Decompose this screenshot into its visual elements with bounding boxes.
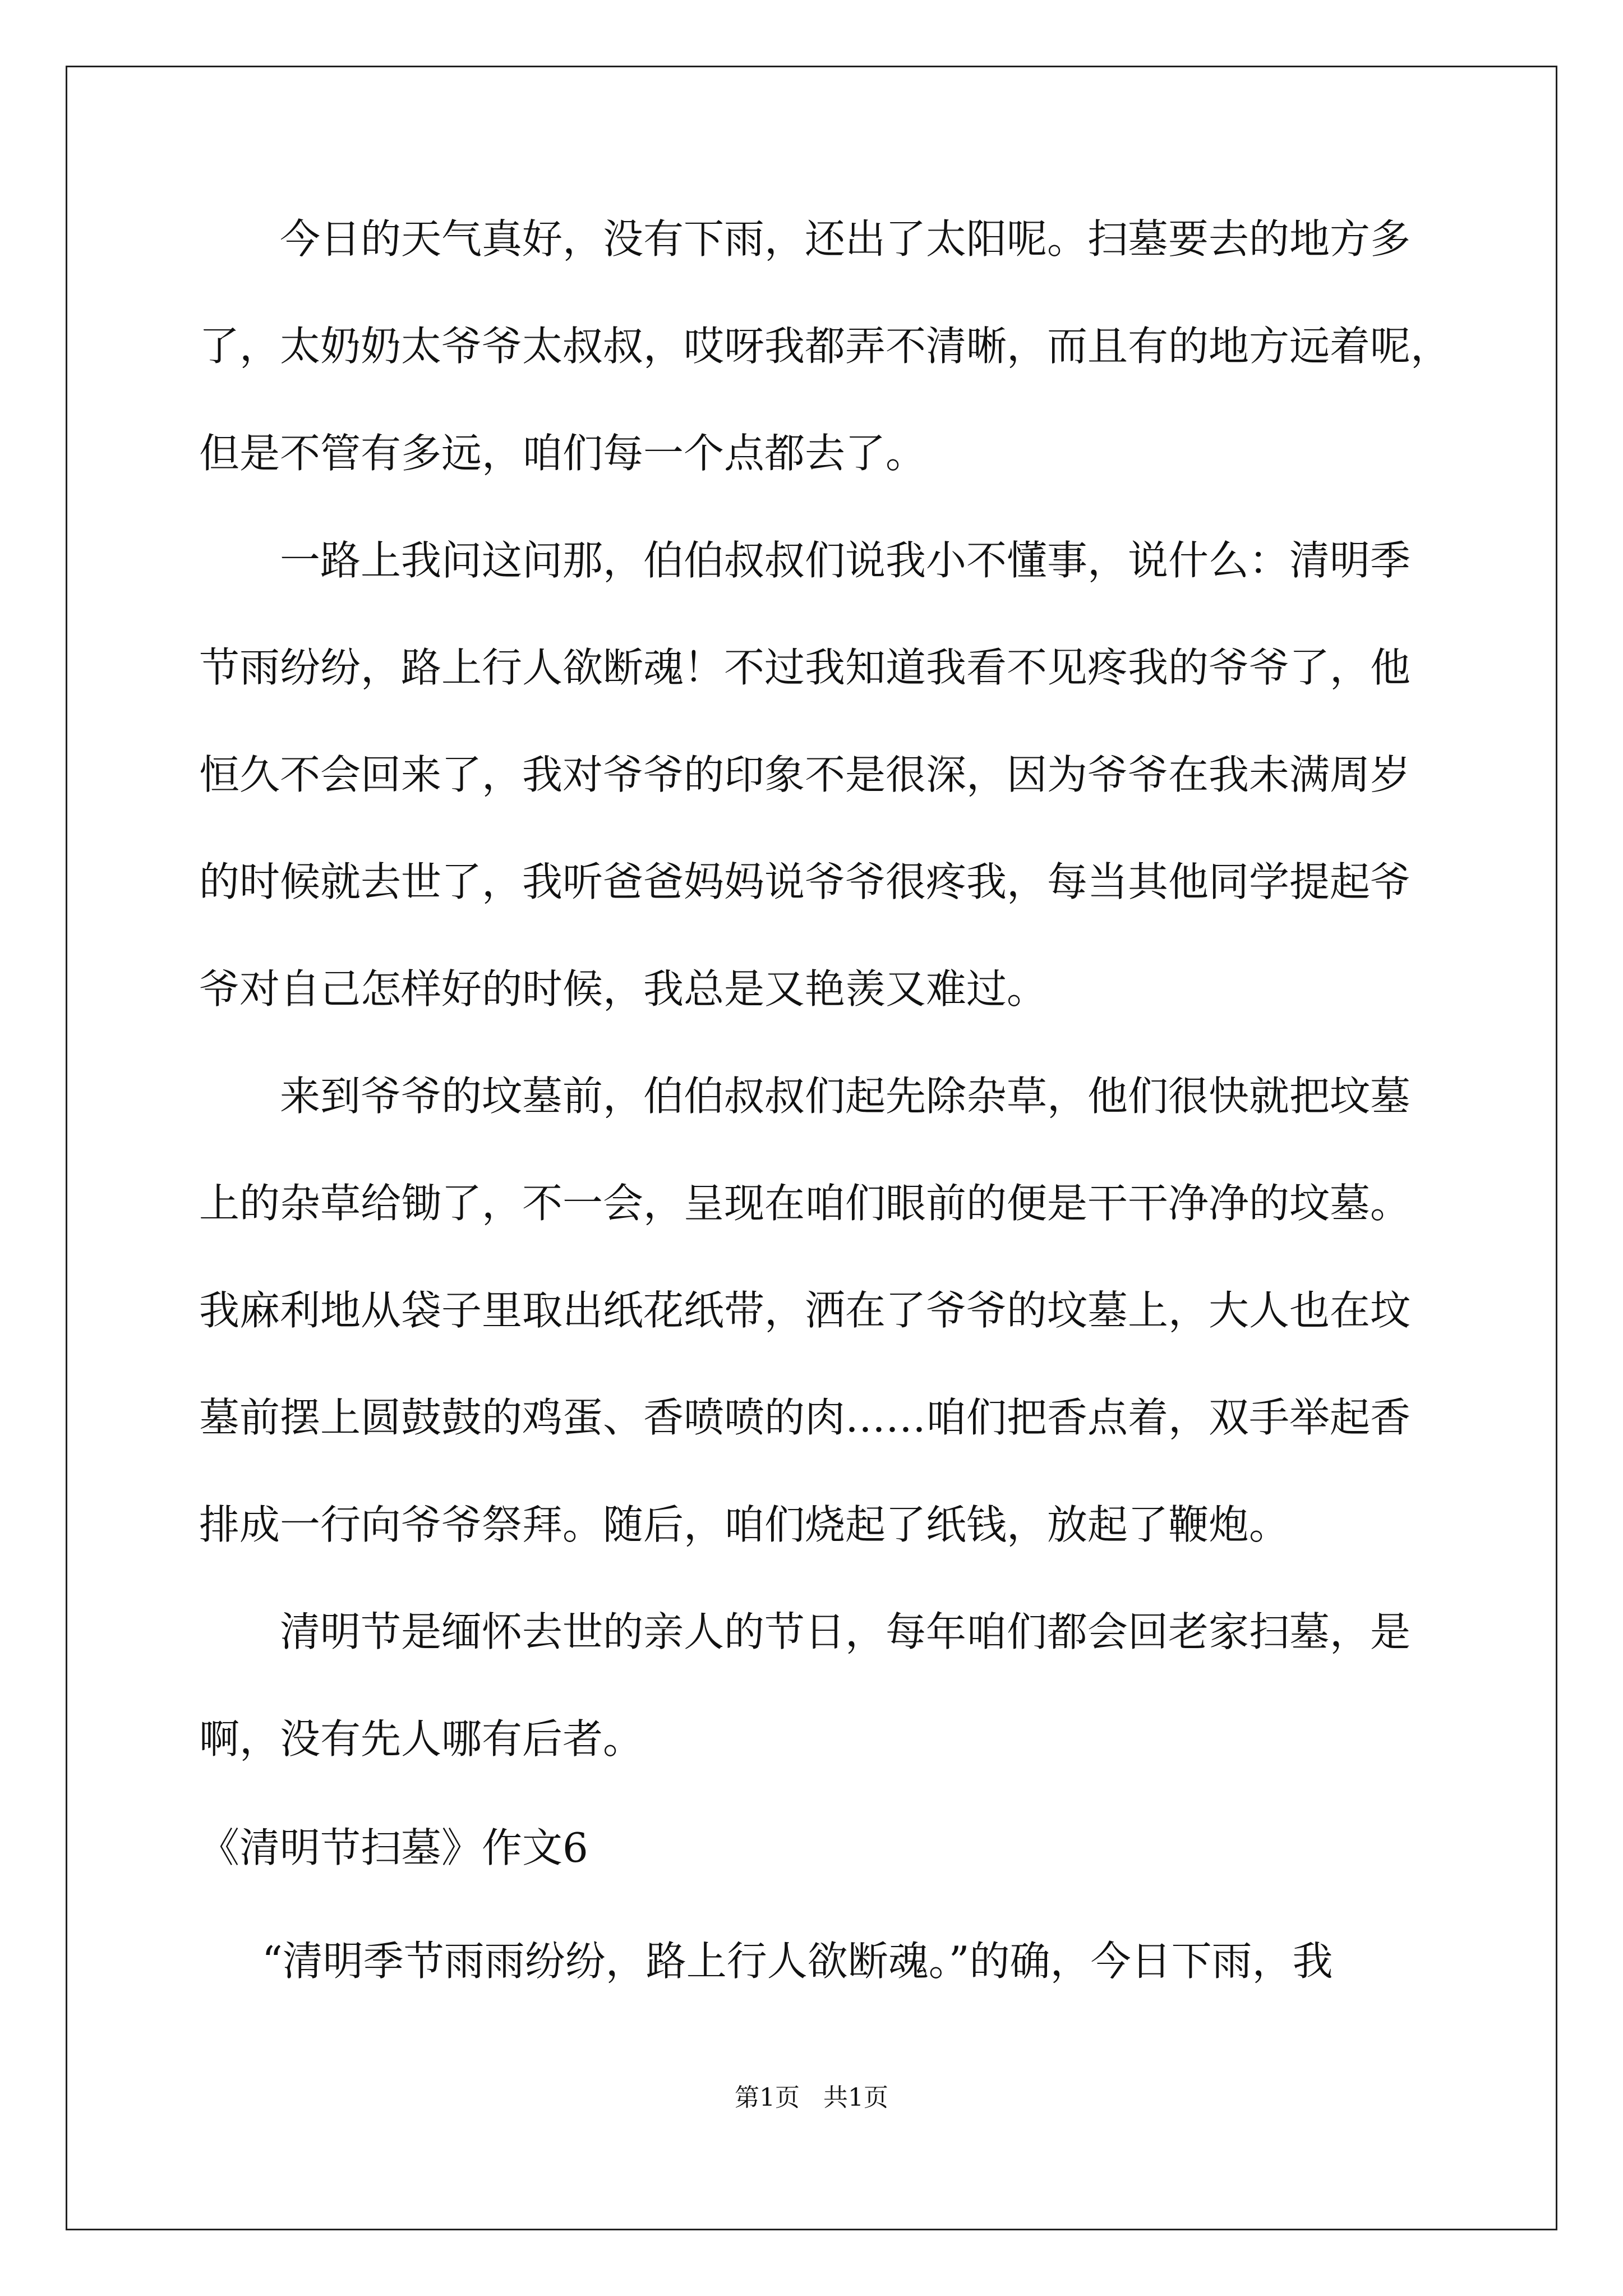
closing-paragraph: [199, 1938, 1427, 1985]
page-footer: 第1页 共1页: [735, 2083, 888, 2112]
paragraph-2-line-3: 恒久不会回来了，我对爷爷的印象不是很深，因为爷爷在我未满周岁: [199, 751, 1411, 798]
paragraph-3-line-4: 墓前摆上圆鼓鼓的鸡蛋、香喷喷的肉……咱们把香点着，双手举起香: [199, 1394, 1411, 1441]
closing-line: “清明季节雨雨纷纷，路上行人欲断魂。”的确，今日下雨，我: [262, 1938, 1333, 1985]
paragraph-4-line-1: 清明节是缅怀去世的亲人的节日，每年咱们都会回老家扫墓，是: [280, 1608, 1411, 1655]
paragraph-1-line-2: 了，太奶奶太爷爷太叔叔，哎呀我都弄不清晰，而且有的地方远着呢，: [199, 323, 1451, 370]
paragraph-1-line-3: 但是不管有多远，咱们每一个点都去了。: [199, 430, 926, 477]
section-heading: 《清明节扫墓》作文6: [199, 1824, 588, 1871]
paragraph-2-line-2: 节雨纷纷，路上行人欲断魂！不过我知道我看不见疼我的爷爷了，他: [199, 644, 1411, 691]
paragraph-4-line-2: 啊，没有先人哪有后者。: [199, 1715, 644, 1763]
paragraph-2-line-5: 爷对自己怎样好的时候，我总是又艳羡又难过。: [199, 965, 1048, 1013]
paragraph-1-line-1: 今日的天气真好，没有下雨，还出了太阳呢。扫墓要去的地方多: [280, 215, 1411, 263]
article-body: [199, 215, 1451, 1763]
paragraph-3-line-3: 我麻利地从袋子里取出纸花纸带，洒在了爷爷的坟墓上，大人也在坟: [199, 1287, 1411, 1334]
paragraph-3-line-5: 排成一行向爷爷祭拜。随后，咱们烧起了纸钱，放起了鞭炮。: [199, 1501, 1290, 1548]
paragraph-3-line-2: 上的杂草给锄了，不一会，呈现在咱们眼前的便是干干净净的坟墓。: [199, 1180, 1411, 1227]
paragraph-3-line-1: 来到爷爷的坟墓前，伯伯叔叔们起先除杂草，他们很快就把坟墓: [280, 1073, 1411, 1120]
paragraph-2-line-1: 一路上我问这问那，伯伯叔叔们说我小不懂事，说什么：清明季: [280, 537, 1411, 584]
paragraph-2-line-4: 的时候就去世了，我听爸爸妈妈说爷爷很疼我，每当其他同学提起爷: [199, 858, 1411, 905]
